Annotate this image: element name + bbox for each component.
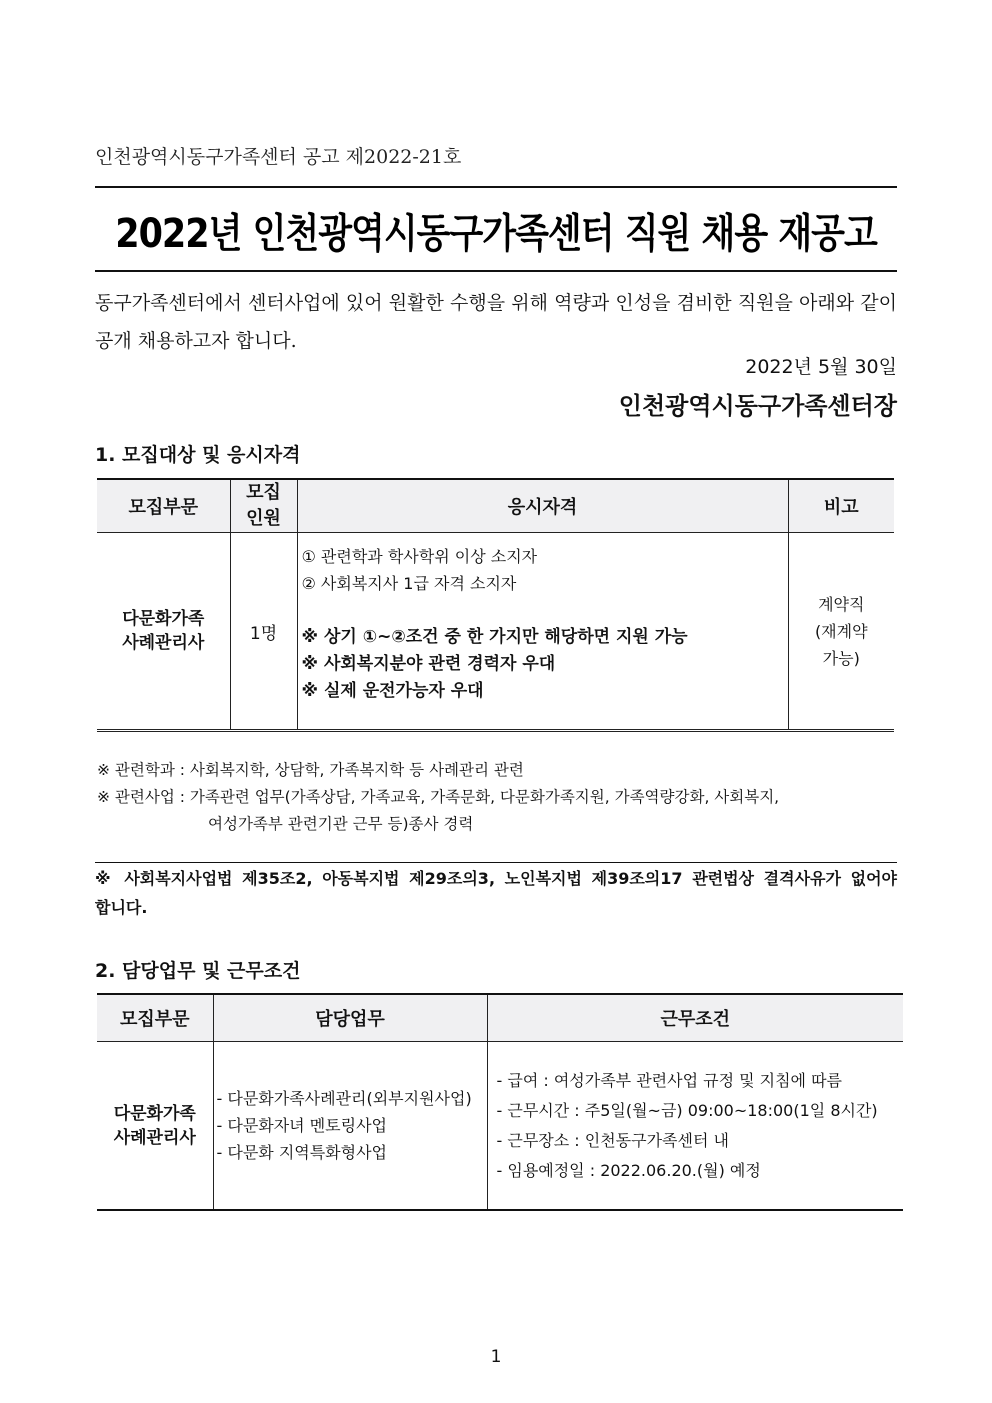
dept-line1: 다문화가족 [122,609,205,629]
header-dept: 모집부문 [97,994,213,1042]
dept-cell [97,1042,213,1211]
condition-item: - 임용예정일 : 2022.06.20.(월) 예정 [496,1160,761,1180]
dept-line2: 사례관리사 [122,633,205,653]
title-top-rule [95,186,897,188]
related-major-note: ※ 관련학과 : 사회복지학, 상담학, 가족복지학 등 사례관리 관련 [97,761,524,779]
qualification-cell [297,533,788,731]
related-business-note-cont: 여성가족부 관련기관 근무 등)종사 경력 [208,815,474,833]
dept-line2: 사례관리사 [113,1127,196,1148]
duty-item: - 다문화자녀 멘토링사업 [216,1116,388,1135]
issuer-name: 인천광역시동구가족센터장 [618,392,897,420]
header-count [230,479,297,533]
header-conditions: 근무조건 [487,994,903,1042]
title-bottom-rule [95,270,897,272]
header-note: 비고 [788,479,894,533]
dept-cell [97,533,230,731]
count-cell: 1명 [230,533,297,731]
table-row [97,533,894,731]
header-qualification: 응시자격 [297,479,788,533]
dept-line1: 다문화가족 [113,1103,196,1124]
condition-item: - 급여 : 여성가족부 관련사업 규정 및 지침에 따름 [496,1070,843,1090]
disqualification-warning-cont: 합니다. [95,898,148,917]
page-number: 1 [490,1347,502,1367]
duties-cell [213,1042,487,1211]
header-count-line2: 인원 [246,508,281,529]
condition-item: ※ 상기 ①~②조건 중 한 가지만 해당하면 지원 가능 [301,627,688,647]
note-line2: (재계약 [814,621,868,641]
section2-heading: 2. 담당업무 및 근무조건 [95,960,301,982]
disqualification-warning: ※ 사회복지사업법 제35조2, 아동복지법 제29조의3, 노인복지법 제39조의17 관련법상 결격사유가 없어야 [95,862,897,895]
section1-heading: 1. 모집대상 및 응시자격 [95,444,301,466]
condition-item: - 근무시간 : 주5일(월~금) 09:00~18:00(1일 8시간) [496,1100,878,1120]
qualification-item: ① 관련학과 학사학위 이상 소지자 [301,547,538,566]
notice-number: 인천광역시동구가족센터 공고 제2022-21호 [95,146,462,168]
note-cell [788,533,894,731]
condition-item: ※ 사회복지분야 관련 경력자 우대 [301,654,556,674]
condition-item: - 근무장소 : 인천동구가족센터 내 [496,1130,729,1150]
related-business-note: ※ 관련사업 : 가족관련 업무(가족상담, 가족교육, 가족문화, 다문화가족지원, 가족역량강화, 사회복지, [97,788,780,806]
duties-table [97,993,903,1211]
duty-item: - 다문화가족사례관리(외부지원사업) [216,1089,472,1108]
note-line3: 가능) [822,648,860,668]
conditions-cell [487,1042,903,1211]
duty-item: - 다문화 지역특화형사업 [216,1143,388,1162]
notice-date: 2022년 5월 30일 [745,356,897,378]
qualification-item: ② 사회복지사 1급 자격 소지자 [301,574,517,593]
note-line1: 계약직 [818,594,865,614]
document-title: 2022년 인천광역시동구가족센터 직원 채용 재공고 [115,211,877,258]
condition-item: ※ 실제 운전가능자 우대 [301,681,484,701]
header-dept: 모집부문 [97,479,230,533]
header-count-line1: 모집 [246,482,281,503]
recruitment-table [97,478,894,732]
header-duties: 담당업무 [213,994,487,1042]
table-row [97,1042,903,1211]
intro-paragraph: 동구가족센터에서 센터사업에 있어 원활한 수행을 위해 역량과 인성을 겸비한 직원을 아래와 같이 공개 채용하고자 합니다. [95,292,897,352]
